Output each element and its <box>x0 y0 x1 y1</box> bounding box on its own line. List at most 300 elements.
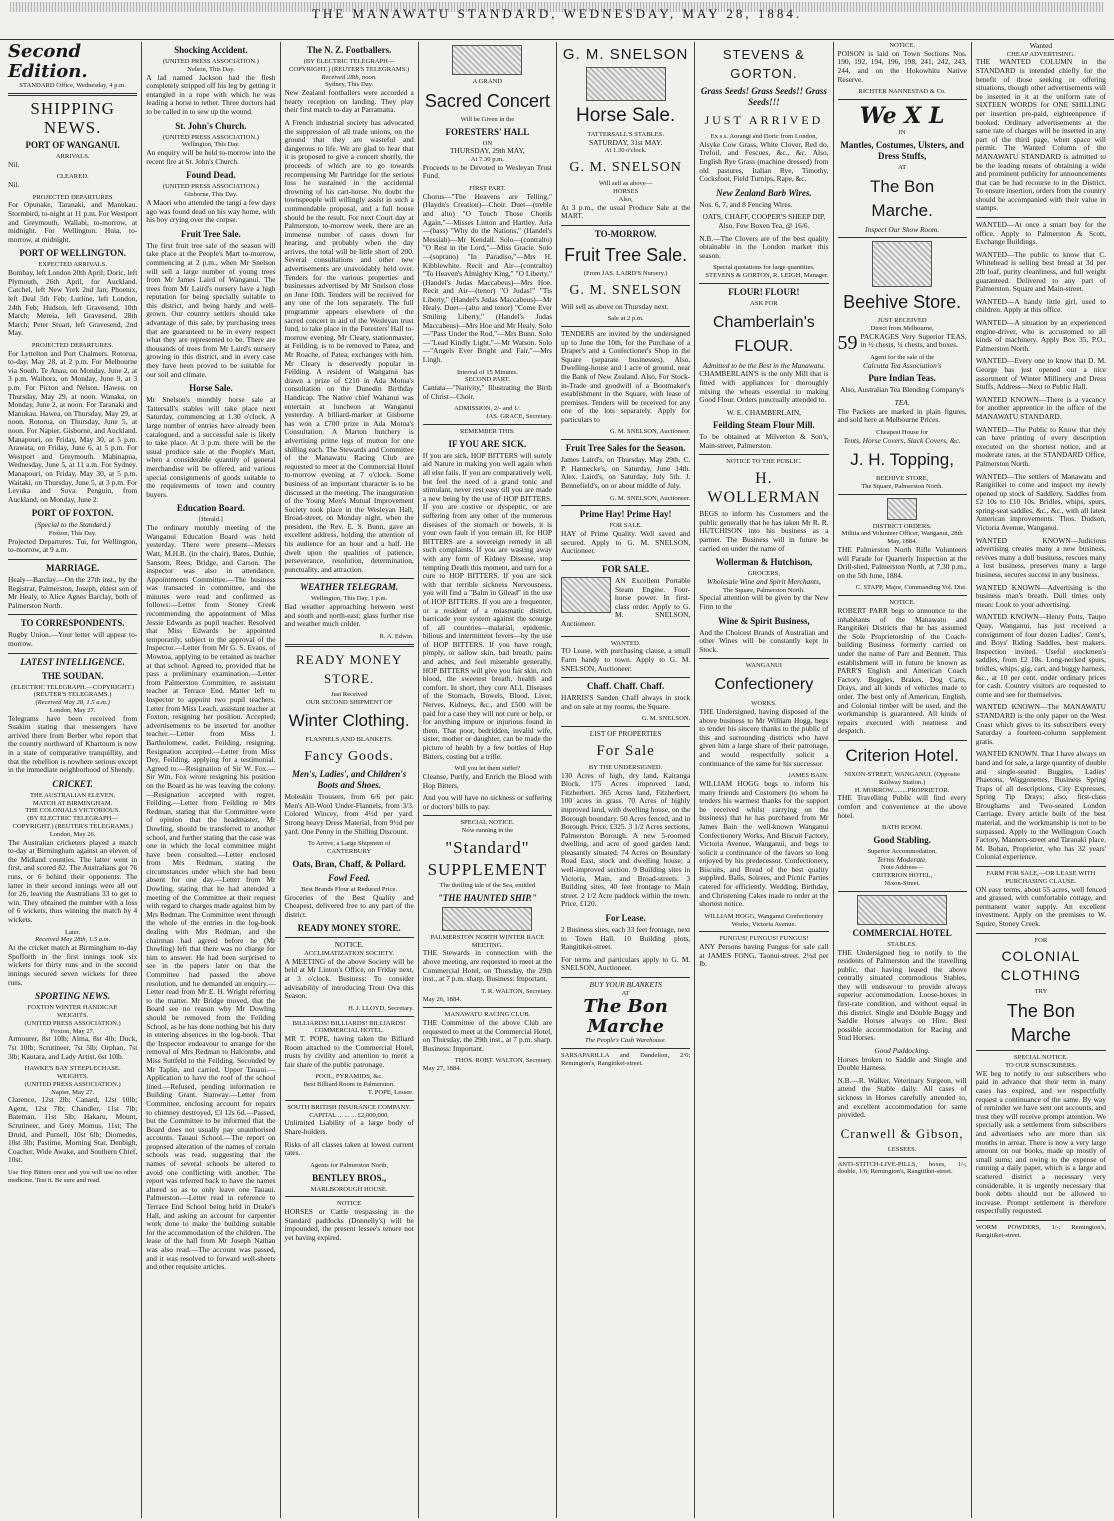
works: WORKS. <box>751 700 777 708</box>
horse-sale-heading: Horse Sale. <box>189 383 233 394</box>
cricket-heading: CRICKET. <box>52 778 93 789</box>
obtained: To be obtained at Milverton & Son's, Main-street, Palmerston. <box>699 432 829 450</box>
will-sell: Will sell as above— <box>598 180 653 188</box>
later-heading: Later. <box>65 928 81 936</box>
topping: J. H. Topping, <box>850 450 954 470</box>
peoples-cash: The People's Cash Warehouse. <box>585 1037 667 1045</box>
worm-powders: WORM POWDERS, 1/-; Remington's, Rangitikei-street. <box>975 1223 1106 1239</box>
notice-public: NOTICE TO THE PUBLIC. <box>726 458 802 466</box>
chaff-text: HARRIS'S Sanden Chaff always in stock and on sale at my rooms, the Square. <box>561 693 691 711</box>
in-label: IN <box>898 128 906 136</box>
pool: POOL, PYRAMIDS, &c. <box>315 1073 383 1081</box>
sporting-heading: SPORTING NEWS. <box>35 991 111 1002</box>
concert-secretary: JAS. GRACE, Secretary. <box>485 413 552 421</box>
lease-sign: For terms and particulars apply to G. M. SNELSON, Auctioneer. <box>561 954 691 973</box>
education-heading: Education Board. <box>176 503 245 514</box>
footballers-source: (BY ELECTRIC TELEGRAPH—COPYRIGHT.) (REUTER'S TELEGRAMS.) <box>288 58 410 73</box>
ask-for: ASK FOR <box>750 299 778 307</box>
grass-seeds: Grass Seeds! Grass Seeds!! Grass Seeds!!! <box>700 86 827 107</box>
to-arrive: To Arrive, a Large Shipment of <box>307 840 391 848</box>
education-text: The ordinary monthly meeting of the Wanganui Education Board was held yesterday. There were present—Messrs Watt, M.H.R. (in the chair), Bates, Duthie, Sansom, Rees, Bridge, and Carson. The inspector was also in attendance. Appointments Committee.—The business was transacted in committee, and the minutes were read and confirmed as follows:—Letter from Stoney Creek recommending the appointment of Miss Jessie Edwards as pupil teacher. Resolved that Miss Edwards be appointed temporarily, subject to the approval of the Inspector.—Letter from Mr G. S. Evans, of Mowtoa, applying to be retained as teacher at that school. Agreed to, provided that he pass a preliminary examination.—Letter from Palmerston Committee, re assistant teacher at Terrace End. Matter left to Inspector to appoint two pupil teachers. Letter from Miss Leach, assistant teacher at Foxton, resigning her position. Accepted; advertisements to be inserted for another teacher.—Letter from Miss J. Bartholomew, cadet, Feilding, resigning. Resignation accepted.—Letter from Miss Dey, Feilding, applying for a testimonial. Agreed to.—Resignation of Sir W. Fox.—Sir Wm. Fox wrote resigning his position on the Board as he was leaving the colony.—Resignation accepted with regret. Feilding.—Letter from Feilding re Mrs Redman, stating that the Committee were of opinion that the headmaster, Mr Dowling, should be transferred to another school, and further stating that the case was one in which the local committee might have been consulted.—Letter enclosed from Mrs Redman, stating the circumstances under which she had been absent for one day.—Letter from Mr Dowling, stating that he had attended a meeting of the Committee at their request with regard to charges made against him by Mrs Redman. The Committee went through the whole of the entries in the log-book dealing with Mrs Redman, and the chairman had agreed before he (Mr Dowling) left that there was no charge for him to answer. He had been surprised to see in the papers later on that the Committee had passed the above resolution, and he demanded an enquiry.—Letter read from Mr E. H. Wright referring to the matter. Mr Bridge moved, that the Board see no reason why Mr Dowling should be removed from the Feilding School, as he has done nothing but his duty in entering absences in the log-book. That the Inspector endeavour to arrange for the removal of Mrs Redman to Halcombe, and Miss Suttfeld to the Feilding. Seconded by Mr Taplin, and carried. Upper Tauaui.—Application to have the roof of the school lined.—Refused, pending information re Building Grant. Stanway.—Letter from Committee, enclosing account for repairs to chimney destroyed, £3 12s 6d.—Passed, but the Committee to be informed that the Board does not usually pay unauthorised accounts. Tauaui School.—The report on proposed alteration of the names of certain schools was read, suggesting that the names of several schools be altered to avoid one conflicting with another. The report was referred back to have the names altered so as to only leave one Tauaui. Palmerston.—Letter read in reference to Terrace End School being held in Drake's Hall, and asking an account for carpenter work done to make the building suitable for the accommodation of the children. The lease of the hall from Mr Joseph Nathan was also read.—The account was passed, and it was resolved to forward well-sheets and other requisite articles. <box>146 523 276 1272</box>
concert-date: THURSDAY, 29th MAY, <box>449 146 525 156</box>
our-second: OUR SECOND SHIPMENT OF <box>305 698 393 706</box>
race-heading: PALMERSTON NORTH WINTER RACE MEETING. <box>430 933 545 949</box>
ship-line: Ex s.s. Aorangi and Doric from London, <box>710 133 818 140</box>
engine-text: AN Excellent Portable Steam Engine. Four-horse power. In first-class order. Apply to G. M. SNELSON, Auctioneer. <box>561 576 691 628</box>
wanted-heading: WANTED. <box>610 639 641 647</box>
stables: STABLES. <box>887 940 917 948</box>
billiards-text: MR T. POPE, having taken the Billiard Room attached to the Commercial Hotel, trusts by civility and attention to merit a fair share of the public patronage. <box>284 1034 414 1069</box>
wanted-5: WANTED—Every one to know that D. M. George has just opened out a nice assortment of Winter Millinery and Dress Stuffs, Address—Next to Public Hall. <box>975 356 1106 392</box>
mrc-text: THE Committee of the above Club are requested to meet at the Commercial Hotel, on Thursday, the 29th inst., at 7 p.m. sharp. Business: Important. <box>422 1018 552 1053</box>
laird-sales: James Laird's, on Thursday, May 29th. C. P. Hannecke's, on Saturday, June 14th. Alex. Laird's, on Saturday, July 5th. J. Bennefield's, on or about middle of July. <box>561 455 691 491</box>
crit-addr: NIXON-STREET, WANGANUI. (Opposite Railway Station.) <box>844 770 961 786</box>
also-agent: Also, Australian Tea Blending Company's <box>840 385 965 395</box>
wanted-11: WANTED KNOWN—Henry Potts, Taupo Quay, Wanganui, has just received a consignment of four dozen Ladies', Gent's, and Boys' Riding Saddles, best makers. Inspection invited. Useful stockmen's saddles, from £2 10s. Long-necked spurs, bridles, whips, gig, cart, and buggy harness, &c., at 10 per cent. under ordinary prices for cash. Country visitors are requested to come and see for themselves. <box>975 612 1106 699</box>
crit2: CRITERION HOTEL, <box>872 872 933 880</box>
shocking-source: (UNITED PRESS ASSOCIATION.) <box>162 58 259 65</box>
hawkes-heading: HAWKE'S BAY STEEPLECHASE. <box>24 1065 121 1073</box>
nixon: Nixon-Street. <box>884 879 920 887</box>
concert-time: At 7.30 p.m. <box>470 155 504 163</box>
soudan-text: Telegrams have been received from Suakim stating that messengers have arrived there from Berber who report that the country northward of Khartoum is now in a state of comparative tranquillity, and that the rebellion is nowhere serious except in the immediate neighborhood of Shendy. <box>8 713 138 775</box>
eleven-heading: THE AUSTRALIAN ELEVEN. <box>30 791 116 799</box>
packets: The Packets are marked in plain figures, and sold here at Melbourne Prices. <box>837 406 967 425</box>
shocking-text: A lad named Jackson had the flesh completely stripped off his leg by getting it entangled in a rope with which he was leading a horse to tether. Three doctors had to be called in to sew up the wound. <box>146 72 276 116</box>
footballers-text: New Zealand footballers were accorded a hearty reception on landing. They play their first match to-day at Parramatta. <box>284 88 414 115</box>
weights-1: WEIGHTS. <box>56 1011 89 1019</box>
concert-emblem-icon <box>452 45 522 75</box>
hop-note: Use Hop Bitters once and you will use no other medicine. Test it. Be sure and read. <box>8 1169 138 1184</box>
cricket-source: (BY ELECTRIC TELEGRAPH—COPYRIGHT.) (REUTER'S TELEGRAMS.) <box>12 815 133 831</box>
shocking-date: Nelson, This Day. <box>187 65 235 73</box>
race-text: THE Stewards in connection with the above meeting, are requested to meet at the Commercial Hotel, on Thursday, the 29th inst., at 7 p.m. sharp. Business: Important. <box>422 948 552 984</box>
packages-text: PACKAGES Very Superior TEAS, in ½ chests, ¼ chests, and boxes. <box>860 331 967 350</box>
sale-2pm: Sale at 2 p.m. <box>607 315 644 323</box>
feilding-mill: Feilding Steam Flour Mill. <box>712 420 815 431</box>
st-john-date: Wellington, This Day. <box>181 141 240 149</box>
soudan-source: (ELECTRIC TELEGRAPH.—COPYRIGHT.) (REUTER'S TELEGRAMS.) <box>11 683 135 699</box>
found-dead-text: A Maori who attended the tangi a few days ago was found dead on his way home, with his boy crying over the corpse. <box>146 197 276 225</box>
horse-sale-title: Horse Sale. <box>575 105 676 126</box>
gms-1: G. M. SNELSON <box>569 160 682 176</box>
fruit-tree-text: The first fruit tree sale of the season will take place at the People's Mart to-morrow, commencing at 2 p.m., when Mr Snelson will sell a large number of young trees from Mr James Laird of Wanganui. The trees from Mr Laird's nursery have a high reputation for being specially suitable to this district, and being hardy and well-grown. Our country settlers should take advantage of this sale, by purchasing trees that are guaranteed to be in every respect what they are represented to be. There are thousands of trees from Mr Laird's nursery growing in this district, and in every case they have been proved to be suitable for our soil and climate. <box>146 240 276 379</box>
mrc-sign: THOS. ROBT. WALTON, Secretary. <box>454 1057 552 1065</box>
for-sale-1: FOR SALE. <box>609 522 642 530</box>
wanted-8: Wanted <box>1029 42 1053 50</box>
soudan-date: London, May 27. <box>49 706 96 714</box>
supplement-title: SUPPLEMENT <box>427 859 548 879</box>
projected2-label: PROJECTED DEPARTURES. <box>31 341 114 349</box>
boots-shoes: Men's, Ladies', and Children's Boots and Shoes. <box>291 769 407 791</box>
soudan-received: (Received May 28, 1.5 a.m.) <box>35 699 110 707</box>
race-sign: T. R. WALTON, Secretary. <box>481 987 552 995</box>
port-wellington: PORT OF WELLINGTON. <box>19 248 126 259</box>
lease-text: 2 Business sites, each 33 feet frontage, next to Town Hall. 10 Building plots, Rangitikei-street. <box>561 925 691 952</box>
militia-sign: C. STAPP, Major, Commanding Vol. Dist. <box>855 584 967 592</box>
canterbury: CANTERBURY <box>326 847 372 855</box>
special-standard: (Special to the Standard.) <box>34 520 111 530</box>
projected-label: PROJECTED DEPARTURES <box>32 193 113 201</box>
cranwell: Cranwell & Gibson, <box>840 1125 964 1141</box>
ready-money-text: Moleskin Trousers, from 6/6 per pair. Men's All-Wool Under-Flannels, from 3/3. Colored Wincey, from 4½d per yard. Strong heavy Dress Material, from 9½d per yard. One Penny in the Shilling Discount. <box>284 792 414 836</box>
paddocking: Good Paddocking. <box>874 1046 930 1056</box>
wanted-1: WANTED—At once a smart boy for the office. Apply to Palmerston & Scott, Exchange Buildings. <box>975 220 1106 247</box>
wanted-2: WANTED—The public to know that C. Whitehead is selling best bread at 3d per 2lb loaf, purity cleanliness, and full weight guaranteed. Delivered to any part of Palmerston. Square and Main-street. <box>975 249 1106 294</box>
militia-text: THE Palmerston North Rifle Volunteers will Parade for Quarterly Inspection at the Drill-shed, Palmerston North, at 7.30 p.m., on the 5th June, 1884. <box>837 545 967 580</box>
column-7 <box>834 42 972 1518</box>
billiards-heading: BILLIARDS! BILLIARDS! BILLIARDS! <box>292 1019 406 1027</box>
cheap-text: THE WANTED COLUMN in the STANDARD is intended chiefly for the benefit of those seeking or offering situations, though other advertisements will be inserted in it at the uniform rate of SIXTEEN WORDS for ONE SHILLING per insertion pre-paid, eighteenpence if booked. Ordinary advertisements at the same rate of charges will be inserted in any part of the third page, when space will permit. The Wanted Column of the MANAWATU STANDARD is admitted to be the leading means of obtaining a wide and prominent publicity for announcements that can be had recourse to in the District. To ensure insertion, orders from the country should be accompanied with their value in stamps. <box>975 57 1106 213</box>
wollerman-text: BEGS to inform his Customers and the public generally that he has taken Mr R. R. HUTCHISON into his business as a partner. The Business will in future be carried on under the name of <box>699 509 829 553</box>
colonial-clothing: COLONIAL CLOTHING <box>1000 948 1082 984</box>
just-arrived: JUST ARRIVED <box>704 113 824 127</box>
education-source: [Herald.] <box>198 516 223 524</box>
hb-source: (UNITED PRESS ASSOCIATION.) <box>24 1080 121 1088</box>
mrc-date: May 27, 1884. <box>422 1065 462 1073</box>
saturday: SATURDAY, 31st MAY. <box>589 137 663 147</box>
fruit-tree-title: Fruit Tree Sale. <box>564 244 688 265</box>
column-3 <box>281 42 419 1518</box>
hogg-text: WILLIAM HOGG begs to inform his many friends and Customers (to whom he tenders his warmest thanks for the support he received whilst carrying on the business) that he has purchased from Mr James Bain the well-known Wanganui Confectionery Works, And Biscuit Factory, Victoria Avenue, Wanganui, and begs to solicit a continuance of the favors so long enjoyed by his predecessor. Confectionery, Biscuits, and Bread of the best quality supplied. Balls, Soirees, and Picnic Parties catered for efficiently. Wedding, Birthday, and Christening Cakes made to order at the shortest notice. <box>699 778 829 909</box>
acclim-text: A MEETING of the above Society will be held at Mr Linton's Office, on Friday next, at 3 o'clock. Business: To consider advisability of introducing Trout Ova this Season. <box>284 956 414 1001</box>
wanted-7: WANTED—The Public to Know that they can have printing of every description executed on the shortest notice, and at moderate rates, at the STANDARD Office, Palmerston North. <box>975 424 1106 468</box>
acclim-heading: ACCLIMATIZATION SOCIETY. <box>304 949 395 957</box>
tenders-sign: G. M. SNELSON, Auctioneer. <box>609 428 691 436</box>
column-2 <box>142 42 280 1518</box>
horse-icon <box>586 67 666 101</box>
by-undersigned: BY THE UNDERSIGNED. <box>588 763 663 771</box>
notice-heading: NOTICE. <box>334 940 364 950</box>
just-received-7: JUST RECEIVED <box>877 317 927 325</box>
st-john-text: An enquiry will be held to-morrow into the recent fire at St. John's Church. <box>146 148 276 166</box>
footballers-heading: The N. Z. Footballers. <box>306 45 392 55</box>
stitchlive: ANTI-STITCH-LIVE-PILLS, boxes, 1/-; double, 1/6; Remington's, Rangitikei-street. <box>837 1160 967 1176</box>
note-addr: Note Address— <box>880 864 924 872</box>
sacred-concert: Sacred Concert <box>424 90 550 111</box>
nil-1: Nil. <box>8 159 20 169</box>
fh-text: Armourer, 8st 10lb; Alma, 8st 4lb; Duck, 7st 10lb; Scrutineer, 7st 5lb; Orphan, 7st 3lb; Kautara, and Lady Artist, 6st 10lb. <box>8 1034 138 1061</box>
hogg-sign: WILLIAM HOGG, Wanganui Confectionery Works, Victoria Avenue. <box>704 912 824 928</box>
horse-sale-text: Mr Snelson's monthly horse sale at Tattersall's stables will take place next Saturday, commencing at 1.30 o'clock. A large number of entries have already been catalogued, and a successful sale is likely to take place. At 3 p.m. there will be the usual produce sale at the People's Mart, when a considerable quantity of general merchandise will be offered, and various special consignments of goods suitable to the requirements of town and country buyers. <box>146 395 276 499</box>
flour-note: Best Brands Flour at Reduced Price. <box>301 885 398 893</box>
sell-next: Will sell as above on Thursday next. <box>561 301 669 311</box>
crest-icon <box>887 498 917 520</box>
bentley: BENTLEY BROS., <box>312 1172 387 1183</box>
wollerman-hutchison: Wollerman & Hutchison, <box>715 557 813 568</box>
column-8 <box>972 42 1110 1518</box>
horses: HORSES <box>612 187 639 195</box>
hop-bitters-text: If you are sick, HOP BITTERS will surely aid Nature in making you well again when all else fails. If you are comparatively well, but feel the need of a grand tonic and stimulant, never rest easy till you are made a new being by the use of HOP BITTERS. If you are costive or dyspeptic, or are suffering from any other of the numerous diseases of the stomach or bowels, it is your own fault if you remain ill, for HOP BITTERS are a sovereign remedy in all such complaints. If you are wasting away with any form of Kidney Disease, stop tempting Death this moment, and turn for a cure to HOP BITTERS. If you are sick with that terrible sickness Nervousness, you will find a "Balm in Gilead" in the use of HOP BITTERS. If you are a frequenter, or a resident of a miasmatic district, barricade your system against the scourge of all countries—malarial, epidemic, bilious and intermittent fevers—by the use of HOP BITTERS. If you have rough, pimply, or sallow skin, bad breath, pains and aches, and feel miserable generally, HOP BITTERS will give you fair skin, rich blood, the sweetest breath, health and comfort. In short, they cure ALL Diseases of the Stomach, Bowels, Blood, Liver, Nerves, Kidneys, &c., and £500 will be paid for a case they will not cure or help, or for anything impure or injurious found in them. That poor, bedridden, invalid wife, sister, mother or daughter, can be made the picture of health by a few bottles of Hop Bitters, costing but a trifle. <box>422 450 552 761</box>
masthead <box>0 0 1114 40</box>
office-line: STANDARD Office, Wednesday, 4 p.m. <box>19 82 126 89</box>
barb-nos: Nos. 6, 7, and 8 Fencing Wires. <box>699 199 793 209</box>
sarsaparilla: SARSAPARILLA and Dandelion, 2/6; Remington's, Rangitikei-street. <box>561 1052 691 1067</box>
barb-wires: New Zealand Barb Wires. <box>716 187 812 198</box>
confectionery-title: Confectionery <box>714 676 814 694</box>
also: Also, <box>618 195 633 203</box>
later-received: Received May 28th, 1.5 a.m. <box>35 936 111 944</box>
for-sale-3: For Sale <box>596 742 655 759</box>
produce: At 3 p.m., the usual Produce Sale at the MART. <box>561 202 691 221</box>
buy-blankets: BUY YOUR BLANKETS <box>589 980 662 990</box>
tenders-text: TENDERS are invited by the undersigned up to June the 10th, for the Purchase of a Draper's and a Confectioner's Shop in the Square (separate businesses). Also, Dwelling-house and 1 acre of ground, near the Bank of New Zealand. Also, For Stock-in-Trade and goodwill of a Bootmaker's establishment in the Square, with lease of premises. Tenders will be received for any one of the lots separately. Apply for particulars to <box>561 328 691 424</box>
chaff-heading: Chaff. Chaff. Chaff. <box>587 681 665 692</box>
criterion: Criterion Hotel. <box>845 745 959 765</box>
interval: Interval of 15 Minutes. <box>456 368 518 376</box>
footballers-date: Sydney, This Day. <box>325 81 374 89</box>
cheapest: Cheapest House for <box>876 428 929 436</box>
tents: Tents, Horse Covers, Stack Covers, &c. <box>843 435 961 445</box>
hay-text: HAY of Prime Quality. Well saved and secured. Apply to G. M. SNELSON, Auctioneer. <box>561 529 691 556</box>
chamberlain-sign: W. E. CHAMBERLAIN, <box>726 407 801 417</box>
wollerman-title: H. WOLLERMAN <box>707 470 821 507</box>
gms-2: G. M. SNELSON <box>569 282 682 298</box>
pope-sign: T. POPE, Lessee. <box>367 1089 414 1097</box>
soudan-heading: THE SOUDAN. <box>41 670 104 681</box>
wanted-6: WANTED KNOWN—There is a vacancy for another apprentice in the office of the MANAWATU STANDARD. <box>975 394 1106 421</box>
match-heading: MATCH AT BIRMINGHAM. <box>32 799 113 807</box>
groceries-text: Groceries of the Best Quality and Cheapest, delivered free to any part of the district. <box>284 892 414 919</box>
agents: Agents for Palmerston North, <box>310 1161 389 1169</box>
square: The Square, Palmerston North. <box>722 586 805 594</box>
commercial-heading: COMMERCIAL HOTEL. <box>314 1027 384 1035</box>
unlimited: Unlimited Liability of a large body of Share-holders. <box>284 1118 414 1137</box>
south-british: SOUTH BRITISH INSURANCE COMPANY. <box>287 1103 411 1111</box>
proceeds: Proceeds to be Devoted to Wesleyan Trust Fund. <box>422 162 552 181</box>
weather-text: Bad weather approaching between west and south and north-east; glass further rise and weather much colder. <box>284 602 414 629</box>
special-notice: SPECIAL NOTICE. <box>460 819 515 827</box>
lessees: LESSEES. <box>887 1145 917 1153</box>
best-table: Best Billiard Room in Palmerston. <box>303 1081 395 1089</box>
column-5 <box>557 42 695 1518</box>
brands: And the Choicest Brands of Australian and other Wines will be constantly kept in Stock. <box>699 627 829 654</box>
shipping-heading: SHIPPING NEWS. <box>30 98 115 137</box>
conf-text: THE Undersigned, having disposed of the above business to Mr William Hogg, begs to tender his sincere thanks to the public of this and surrounding districts who have given him a large share of their patronage, and would respectfully solicit a continuance of the same for his successor. <box>699 706 829 768</box>
militia: Militia and Volunteer Officer, Wanganui, 28th May, 1884. <box>841 530 963 546</box>
stevens-heading: STEVENS & GORTON. <box>722 47 805 81</box>
pure-indian: Pure Indian Teas. <box>868 373 936 384</box>
column-4 <box>419 42 557 1518</box>
cleared-label: CLEARED. <box>56 173 89 181</box>
notice2-7: NOTICE. <box>889 599 916 607</box>
try-label: TRY <box>1034 988 1048 996</box>
chamberlain-title: Chamberlain's FLOUR. <box>712 313 815 355</box>
programme-1: Chorus—"The Heavens are Telling," (Haydn's Creation)—Choir. Duet—(treble and alto) "O Touch Those Chords Again,"—Misses Linton and Hartley. Aria—(bass) "Why do the Nations," (Handel's Messiah)—Mr Kendall. Solo—(contralto) "O Rest in the Lord,"—Miss Gracie. Solo—(soprano) "In Paradiso,"—Mrs H. Kibblewhite. Recit and Air—(contralto) "To Heaven's Almighty King," "O Liberty," (Handel's Judas Maccabeus)—Mrs Hoe. Recit and Air—(tenor) "O Judas!" "Tis Liberty," (Handel's Judas Maccabeus)—Mr Healy. Duet—(alto and tenor) "Come Ever Smiling Liberty," (Handel's Judas Maccabeus)—Mrs Hoe and Mr Healy. Solo—"Pass Under the Rod,"—Mrs Bunn. Solo—"Lead Kindly Light,"—Mr Watson. Solo—"Angels Ever Bright and Fair,"—Mrs Lingh. <box>422 191 552 365</box>
column-6 <box>695 42 833 1518</box>
will-you: Will you let them suffer? <box>454 765 521 773</box>
oats-text: OATS, CHAFF, COOPER'S SHEEP DIP, Also, Few Boxen Tea, @ 16/6. <box>702 212 826 230</box>
cheap-heading: CHEAP ADVERTISING. <box>1006 50 1075 58</box>
wanted-12: WANTED KNOWN—The MANAWATU STANDARD is the only paper on the West Coast which gives to its subscribers every Saturday a fourteen-column supplement gratis. <box>975 702 1106 746</box>
at-label-7: AT <box>898 163 907 171</box>
marriage-heading: MARRIAGE. <box>46 562 100 573</box>
wanted-9: WANTED KNOWN—Judicious advertising creates many a new business, revives many a dull business, rescues many a lost business, preserves many a large business, secures success in any business. <box>975 535 1106 580</box>
admitted: Admitted to be the Best in the Manawatu. <box>702 360 826 370</box>
beehive-store: BEEHIVE STORE, <box>875 475 929 483</box>
ready-money-heading: READY MONEY STORE. <box>296 651 403 686</box>
wanted-text: TO Lease, with purchasing clause, a small Farm handy to town. Apply to G. M. SNELSON, Auctioneer. <box>561 646 691 673</box>
foxton-handicap: FOXTON WINTER HANDICAP. <box>27 1004 118 1012</box>
wanganui: WANGANUI <box>745 662 782 670</box>
nb-7: N.B.—R. Walker, Veterinary Surgeon, will attend the Stable daily. All cases of sickness in Horses carefully attended to, and excellent accommodation for same provided. <box>837 1075 967 1120</box>
capital: CAPITAL ... ... ... £2,000,000. <box>309 1111 390 1119</box>
acclim-sign: H. J. LLOYD, Secretary. <box>348 1004 414 1012</box>
packages-number: 59 <box>837 331 858 354</box>
steam-engine-icon <box>561 577 611 613</box>
for-label: FOR <box>1034 936 1048 944</box>
correspondents-text: Rugby Union.—Your letter will appear to-morrow. <box>8 630 138 648</box>
nb-text: N.B.—The Clovers are of the best quality obtainable in the London market this season. <box>699 233 829 260</box>
port-wanganui: PORT OF WANGANUI. <box>25 139 120 150</box>
nil-2: Nil. <box>8 179 20 189</box>
for-lease: For Lease. <box>605 913 646 924</box>
chamberlain-text: CHAMBERLAIN'S is the only Mill that is fitted with appliances for thoroughly mixing the wheats essential to making Good Flour. Orders punctually attended to. <box>699 369 829 405</box>
flannels: FLANNELS AND BLANKETS. <box>305 736 393 744</box>
wine-spirit: Wine & Spirit Business, <box>717 615 810 626</box>
departures-text: For Opunake, Taranaki, and Manukau. Stormbird, to-night at 11 p.m. For Westport and Greymouth. Wallabi, to-morrow, at midnight. For Wellington. Huia, to-morrow, at midnight. <box>8 200 138 244</box>
given: Will be Given in the <box>460 115 515 123</box>
fh-source: (UNITED PRESS ASSOCIATION.) <box>24 1019 121 1027</box>
programme-2: Cantata—"Nativity," Illustrating the Birth of Christ—Choir. <box>422 383 552 401</box>
thrilling: The thrilling tale of the Sea, entitled <box>439 881 536 889</box>
footballers-received: Received 28th, noon. <box>321 73 377 81</box>
tea: TEA. <box>894 397 910 407</box>
second-part: SECOND PART. <box>464 376 510 384</box>
wanted-13: WANTED KNOWN. That I have always on hand and for sale, a large quantity of double and single-seated Buggies, Ladies' Phaetons, Waggonettes, Business Spring Traps of all descriptions, City Expresses, Spring Tip Drays; also, first-class Broughams and Two-seated London Carriage. Every article built of the best material, and the workmanship is not to be surpassed. Apply to the Wellington Coach Factory, Manners-street and Taranaki place. M. Bohan, Proprietor, who has 32 years' Colonial experience. <box>975 749 1106 862</box>
wanted-10: WANTED KNOWN—Advertising is the business man's breath. Dull times only mean: Look to your advertising. <box>975 582 1106 609</box>
newspaper-page <box>4 42 1110 1518</box>
race-date: May 26, 1884. <box>422 995 462 1003</box>
just-received: Just Received <box>330 690 368 698</box>
bon-marche-3: The Bon Marche <box>1006 1001 1075 1046</box>
superior: Superior Accommodation. <box>867 847 937 855</box>
on: ON <box>482 139 493 147</box>
farm-heading: FARM FOR SALE,—OR LEASE WITH PURCHASING CLAUSE. <box>986 870 1096 885</box>
marlborough: MARLBOROUGH HOUSE. <box>310 1185 388 1193</box>
poison-text: POISON is laid on Town Sections Nos. 190, 192, 194, 196, 198, 241, 242, 243, 244, and on the Hokowhitu Native Reserve. <box>837 48 967 84</box>
fruit-sales-heading: Fruit Tree Sales for the Season. <box>565 443 686 454</box>
concert-title: A GRAND <box>472 78 503 85</box>
tattersall: TATTERSALL'S STABLES. <box>587 131 664 138</box>
seeds-text: Alsyke Cow Grass, White Clover, Red do, Trefoil, and Fescues, &c., &c. Also, English Rye Grass (machine dressed) from old pastures, Italian Rye, Timothy, Cocksfoot, Field Turnips, Rape, &c. <box>699 139 829 184</box>
beehive-icon <box>872 241 932 287</box>
ready-money-footer: READY MONEY STORE. <box>297 923 401 934</box>
latest-heading: LATEST INTELLIGENCE. <box>20 656 125 667</box>
wanted-3: WANTED—A handy little girl, used to children. Apply at this office. <box>975 296 1106 315</box>
special-8: SPECIAL NOTICE. <box>1013 1054 1068 1062</box>
list-heading: LIST OF PROPERTIES <box>589 729 662 739</box>
parr-text: ROBERT PARR begs to announce to the inhabitants of the Manawatu and Rangitikei Districts that he has assumed the Sole Proprietorship of the Coach-building Business formerly carried on under the name of Parr and Bennett. This establishment will in future be known as PARR'S English and American Coach Factory. Buggies, Brakes, Dog Carts, Drays, and all kinds of vehicles made to order. The best only of American, English, and Colonial timber will be used, and the workmanship is guaranteed. All kinds of repairs executed with neatness and despatch. <box>837 606 967 736</box>
later-text: At the cricket match at Birmingham to-day Spofforth in the first innings took six wickets for thirty runs and in the second innings secured seven wickets for three runs. <box>8 943 138 987</box>
bain-sign: JAMES BAIN. <box>788 772 829 780</box>
fungus-text: ANY Persons having Fungus for sale call at JAMES FONG, Taonui-street. 2½d per lb. <box>699 942 829 969</box>
first-part: FIRST PART. <box>469 184 506 192</box>
standard-title: "Standard" <box>445 837 530 857</box>
chaff-sign: G. M. SNELSON. <box>641 715 691 723</box>
snelson-heading: G. M. SNELSON <box>562 46 689 63</box>
expected-text: Bombay, left London 20th April; Doric, left Plymouth, 26th April, for Auckland. Catchel, left New York 2nd Jan; Phoenix, left Deal 5th Feb; Lurline, left London, 24th Feb; Hudson, left Gravesend, 10th March; Mereia, left Gravesend, 28th March; Peter Stuart, left Gravesend, 2nd May. <box>8 268 138 338</box>
cleanse: Cleanse, Purify, and Enrich the Blood with Hop Bitters, <box>422 771 552 790</box>
subs-text: WE beg to notify to our subscribers who paid in advance that their term in many cases has expired, and we respectfully request a continuance of the same. By way of reminder we have sent out accounts, and trust they will receive prompt attention. We specially ask a settlement from subscribers and advertisers who are more than six months in arrear. There is now a very large amount on our books, made up mostly of small sums; and owing to the expense of running a daily paper, which is a large and scattered district a necessary very considerable, it is urgently necessary that book debts should not be allowed to increase. Prompt settlement is therefore respectfully requested. <box>975 1068 1106 1216</box>
edition-title: Second Edition. <box>8 42 88 82</box>
fancy-goods: Fancy Goods. <box>304 749 395 765</box>
tomorrow: TO-MORROW. <box>594 228 657 239</box>
prime-hay: Prime Hay! Prime Hay! <box>579 509 672 520</box>
found-dead-date: Gisborne, This Day. <box>184 191 238 199</box>
special-quotations: Special quotations for large quantities. <box>713 264 815 272</box>
st-john-source: (UNITED PRESS ASSOCIATION.) <box>162 133 259 141</box>
laird: (From JAS. LAIRD'S Nursery.) <box>583 269 668 277</box>
cricket-text: The Australian cricketers played a match to-day at Birmingham against an eleven of the Midland counties. The latter went in first, and scored 82. The Australians got 76 runs, or 6 behind their opponents. The latter in their second innings were all out for 26, leaving the Australians 33 to get to win. They obtained the number with a loss of 6 wickets, thus winning the match by 4 wickets. <box>8 837 138 924</box>
racehorse-icon <box>442 907 532 931</box>
properties-text: 130 Acres of high, dry land, Kairanga Block. 175 Acres improved land, Fitzherbert. 365 Acres land, Fitzherbert, 100 acres in grass. 70 Acres of highly improved land, with dwelling house, on the Borough boundary. 50 Acres fenced, and in Borough. Price, £325. 3 1/2 Acres sections, Palmerston Borough. A new 5-roomed dwelling, and acre of good garden land, pleasantly situated. 74 Acres on Boundary Road East, stock and dwelling house; a well-improved section. 9 Building sites in Victoria, Main, and Broad-streets. 3 Building sites, 40 feet frontage to Main street. 2 1/2 Acre paddock within the town. Price, £120. <box>561 770 691 909</box>
oats-bran: Oats, Bran, Chaff, & Pollard. <box>292 858 406 869</box>
winter-clothing: Winter Clothing. <box>288 711 410 731</box>
agent: Agent for the sale of the <box>870 353 935 361</box>
fruit-tree-heading: Fruit Tree Sale. <box>181 228 241 239</box>
weather-date: Wellington, This Day, 1 p.m. <box>311 595 388 603</box>
at-130: At 1.30 o'clock. <box>604 147 647 155</box>
poison-sign: RICHTER NANNESTAD & Co. <box>858 88 946 96</box>
calcutta: Calcutta Tea Association's <box>862 360 942 370</box>
wexl: We X L <box>859 102 945 129</box>
weather-sign: R. A. Edwin. <box>379 633 414 641</box>
no-sickness: And you will have no sickness or suffering or doctors' bills to pay. <box>422 793 552 811</box>
stabling: Good Stabling. <box>873 834 931 845</box>
laird-sign: G. M. SNELSON, Auctioneer. <box>609 494 691 502</box>
farm-text: ON easy terms, about 55 acres, well fenced and grassed, with comfortable cottage, and permanent water supply. An excellent investment. Apply on the premises to W. Squire, Stoney Creek. <box>975 884 1106 929</box>
projected2-text: For Lyttelton and Port Chalmers. Rotorua, to-day, May 28, at 2 p.m. For Melbourne via South. Te Anau, on Monday, June 2, at 3 p.m. Waihora, on Monday, June 9, at 3 p.m. For Picton and Nelson. Hawea, on Thursday, May 29, at noon. Wanaka, on Monday, June 2, at noon. For Taranaki and Manukau. Hawea, on Thursday, May 29, at noon. Rotorua, on Thursday, June 5, at noon. For Napier, Gisborne, and Auckland. Manapouri, on Friday, May 30, at 5 p.m. Arawata, on Friday, June 6, at 5 p.m. For Westport and Greymouth. Mahinapua, Wednesday, June 5, at 11 a.m. For Sydney. Manapouri, on Friday, May 30, at 5 p.m. Waitaki, on Thursday, June 5, at 3 p.m. For Levuka and Suva. Penguin, from Auckland, on Monday, June 2. <box>8 348 138 504</box>
to-subs: TO OUR SUBSCRIBERS. <box>1005 1062 1077 1069</box>
weights-2: WEIGHTS. <box>56 1072 89 1080</box>
if-sick: IF YOU ARE SICK. <box>448 438 527 449</box>
morrow: H. MORROW.........PROPRIETOR. <box>854 786 950 794</box>
st-john-heading: St. John's Church. <box>175 120 247 131</box>
arrivals-label: ARRIVALS. <box>55 152 90 160</box>
foxton-date: Foxton, This Day. <box>48 529 97 537</box>
risks: Risks of all classes taken at lowest current rates. <box>284 1139 414 1158</box>
colonials-heading: THE COLONIALS VICTORIOUS. <box>25 807 121 815</box>
at-label: AT <box>621 989 630 997</box>
grocers: GROCERS, <box>747 570 780 578</box>
admission: ADMISSION, 2/- and 1/. <box>453 405 521 413</box>
shocking-heading: Shocking Accident. <box>174 45 248 55</box>
direct: Direct from Melbourne, <box>870 324 934 332</box>
correspondents-heading: TO CORRESPONDENTS. <box>20 618 125 629</box>
bon-marche-1: The Bon Marche <box>583 996 668 1038</box>
for-sale-2: FOR SALE. <box>602 564 650 575</box>
carriage-icon <box>857 895 947 925</box>
flour-heading: FLOUR! FLOUR! <box>728 286 800 297</box>
fungus-heading: FUNGUS! FUNGUS! FUNGUS! <box>719 935 809 943</box>
mrc-heading: MANAWATU RACING CLUB. <box>444 1011 531 1019</box>
masthead-title: THE MANAWATU STANDARD, WEDNESDAY, MAY 28, 1884. <box>311 6 803 21</box>
column-1 <box>4 42 142 1518</box>
inspect: Inspect Our Show Room. <box>865 224 940 234</box>
remember: REMEMBER THIS. <box>459 428 515 436</box>
horses-broke: Horses broken to Saddle and Single and Double Harness. <box>837 1054 967 1073</box>
bath: BATH ROOM. <box>881 824 923 832</box>
notice2-heading: NOTICE <box>337 1200 362 1208</box>
fh-date: Foxton, May 27. <box>50 1027 95 1035</box>
hb-date: Napier, May 27. <box>51 1088 95 1096</box>
fowl-feed: Fowl Feed. <box>328 872 371 883</box>
terms: Terms Moderate. <box>877 854 928 864</box>
port-foxton: PORT OF FOXTON. <box>31 508 114 519</box>
local-news-text: A French industrial society has advocated the suppression of all trade unions, on the ground that they are wasteful and dangerous to life. We are glad to hear that it is proposed to give a concert shortly, the proceeds of which are to go towards recompensing Mr Partridge for the serious loss he sustained in the accidental drowning of his cart-horse. No doubt the townspeople will willingly assist in such a commendable proposal, and a full house should be the result. For next Court day at Palmerston, to-morrow week, there are an immense number of cases down for hearing, and probably when the day arrives, the total will be little short of 200. Several consultations and other new advertisements are unavoidably held over. Tenders for the various properties and businesses advertised by Mr Snelson close on June 10th. Tenders will be received for any one of the lots separately. The full programme appears elsewhere of the sacred concert in aid of the Wesleyan trust fund, to take place in the Foresters' Hall to-morrow evening. Mr Cleary, stationmaster, at Feilding, is to be removed to Patea, and Mr Roache, of Patea, exchanges with him. Mr Cleary is deservedly popular in Feilding. A resident of Wanganui has drawn a prize of £210 in Ada Motua's consultation on the Dunedin Birthday Handicap. The Native chief Wahanui was entertain at luncheon at Wanganui yesterday. A billiard-marker at Gisborne has won a £700 prize in Ada Motua's Consultation. A Marton butchery is advertising prime legs of mutton for one shilling each. The Stewards and Committee of the Manawatu Racing Club are requested to meet at the Commercial Hotel to-morrow evening at 7 o'clock. Some business of an important character is to be discussed at the meeting. The inauguration of the Young Men's Mutual Improvement Society took place in the Wesleyan Hall, Broad-street, on Monday night, when the president, the Rev. E. S. Bunn, gave an excellent address, holding the attention of his audience for an hour and a half. He dwelt upon the qualities of patience, perseverance, resolution, determination, punctuality, and attraction. <box>284 117 414 574</box>
crit-text: THE Travelling Public will find every comfort and convenience at the above hotel. <box>837 793 967 820</box>
